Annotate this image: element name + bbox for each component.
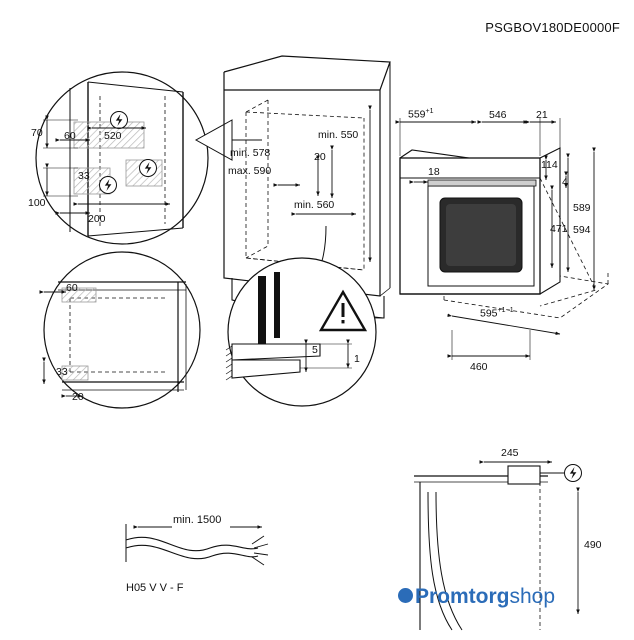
watermark-logo-dot [398,588,413,603]
power-cable-symbol [126,524,268,565]
dim-min-550: min. 550 [318,129,359,141]
dim-100: 100 [28,197,46,209]
dim-20-niche: 20 [314,151,326,163]
dim-33-top: 33 [78,170,90,182]
dim-245: 245 [501,447,519,459]
watermark-part2: shop [509,585,556,608]
dim-18: 18 [428,166,440,178]
dim-20-mid: 20 [72,391,84,403]
dim-589: 589 [573,202,591,214]
dim-min-578: min. 578 [230,147,271,159]
watermark-part1: Promtorg [415,585,510,608]
dim-200: 200 [88,213,106,225]
dim-520: 520 [104,130,122,142]
detail-circle-worktop [226,258,376,406]
dim-60-mid: 60 [66,282,78,294]
detail-circle-top-left [36,72,208,244]
model-code-label: PSGBOV180DE0000F [485,20,620,35]
dim-114: 114 [541,159,558,171]
oven-perspective-view [400,118,608,360]
dim-490: 490 [584,539,602,551]
dim-60: 60 [64,130,76,142]
cable-type-label: H05 V V - F [126,582,184,594]
dim-max-590: max. 590 [228,165,272,177]
watermark [415,585,555,609]
dim-460: 460 [470,361,488,373]
dim-70: 70 [31,127,43,139]
dim-594: 594 [573,224,591,236]
dim-33-mid: 33 [56,366,68,378]
dim-1: 1 [354,353,360,365]
cable-length-label: min. 1500 [173,514,222,526]
dim-4: 4 [562,176,568,188]
dim-5: 5 [312,344,318,356]
dim-559: $559^{+1}$ [408,108,434,121]
dim-min-560: min. 560 [294,199,335,211]
dim-471: 471 [550,223,568,235]
dim-595: $595^{+1 -1}$ [480,307,514,320]
dim-546: 546 [489,109,507,121]
detail-circle-middle-left [44,252,200,408]
dim-21: 21 [536,109,548,121]
